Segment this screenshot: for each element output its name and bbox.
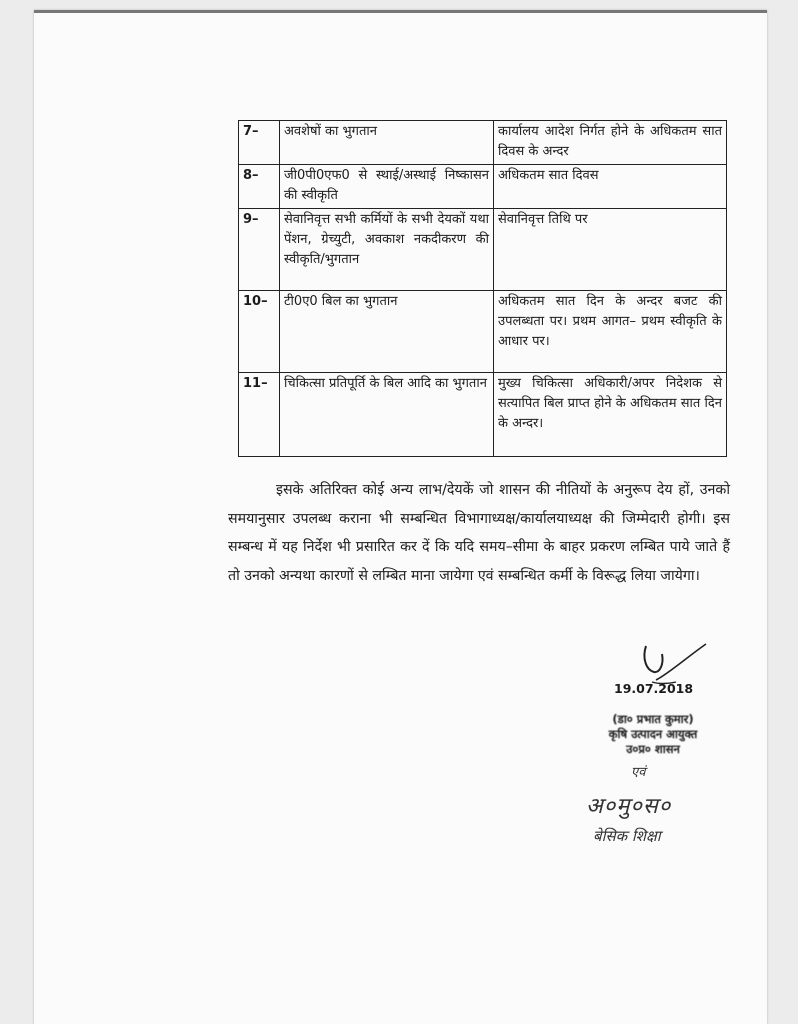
- stamp-name: (डा० प्रभात कुमार): [612, 712, 694, 726]
- serial-number: 9–: [239, 209, 280, 291]
- signature-date: 19.07.2018: [614, 681, 694, 696]
- service-item: टी0ए0 बिल का भुगतान: [280, 291, 494, 373]
- table-row: [239, 373, 727, 457]
- serial-number: 10–: [239, 291, 280, 373]
- service-item: अवशेषों का भुगतान: [280, 121, 494, 165]
- scan-top-edge: [34, 10, 767, 13]
- service-item: चिकित्सा प्रतिपूर्ति के बिल आदि का भुगतान: [280, 373, 494, 457]
- service-item: जी0पी0एफ0 से स्थाई/अस्थाई निष्कासन की स्वीकृति: [280, 165, 494, 209]
- service-timeline-table: [238, 120, 727, 457]
- table-row: [239, 121, 727, 165]
- official-stamp: [583, 712, 723, 757]
- body-paragraph: इसके अतिरिक्त कोई अन्य लाभ/देयकें जो शासन की नीतियों के अनुरूप देय हों, उनको समयानुसार उपलब्ध कराना भी सम्बन्धित विभागाध्यक्ष/कार्यालयाध्यक्ष की जिम्मेदारी होगी। इस सम्बन्ध में यह निर्देश भी प्रसारित कर दें कि यदि समय–सीमा के बाहर प्रकरण लम्बित पाये जाते हैं तो उनको अन्यथा कारणों से लम्बित माना जायेगा एवं सम्बन्धित कर्मी के विरूद्ध लिया जायेगा।: [228, 482, 730, 584]
- serial-number: 8–: [239, 165, 280, 209]
- handwritten-department: बेसिक शिक्षा: [593, 827, 661, 845]
- time-limit: अधिकतम सात दिवस: [494, 165, 727, 209]
- time-limit: सेवानिवृत्त तिथि पर: [494, 209, 727, 291]
- handwritten-and: एवं: [631, 765, 646, 780]
- stamp-designation: कृषि उत्पादन आयुक्त: [608, 727, 698, 741]
- serial-number: 7–: [239, 121, 280, 165]
- handwritten-designation: अ०मु०स०: [586, 794, 672, 819]
- table-row: [239, 209, 727, 291]
- service-item: सेवानिवृत्त सभी कर्मियों के सभी देयकों यथा पेंशन, ग्रेच्युटी, अवकाश नकदीकरण की स्वीकृति/भुगतान: [280, 209, 494, 291]
- table-row: [239, 165, 727, 209]
- time-limit: कार्यालय आदेश निर्गत होने के अधिकतम सात दिवस के अन्दर: [494, 121, 727, 165]
- serial-number: 11–: [239, 373, 280, 457]
- time-limit: अधिकतम सात दिन के अन्दर बजट की उपलब्धता पर। प्रथम आगत– प्रथम स्वीकृति के आधार पर।: [494, 291, 727, 373]
- table-row: [239, 291, 727, 373]
- time-limit: मुख्य चिकित्सा अधिकारी/अपर निदेशक से सत्यापित बिल प्राप्त होने के अधिकतम सात दिन के अन्दर।: [494, 373, 727, 457]
- stamp-office: उ०प्र० शासन: [626, 742, 680, 756]
